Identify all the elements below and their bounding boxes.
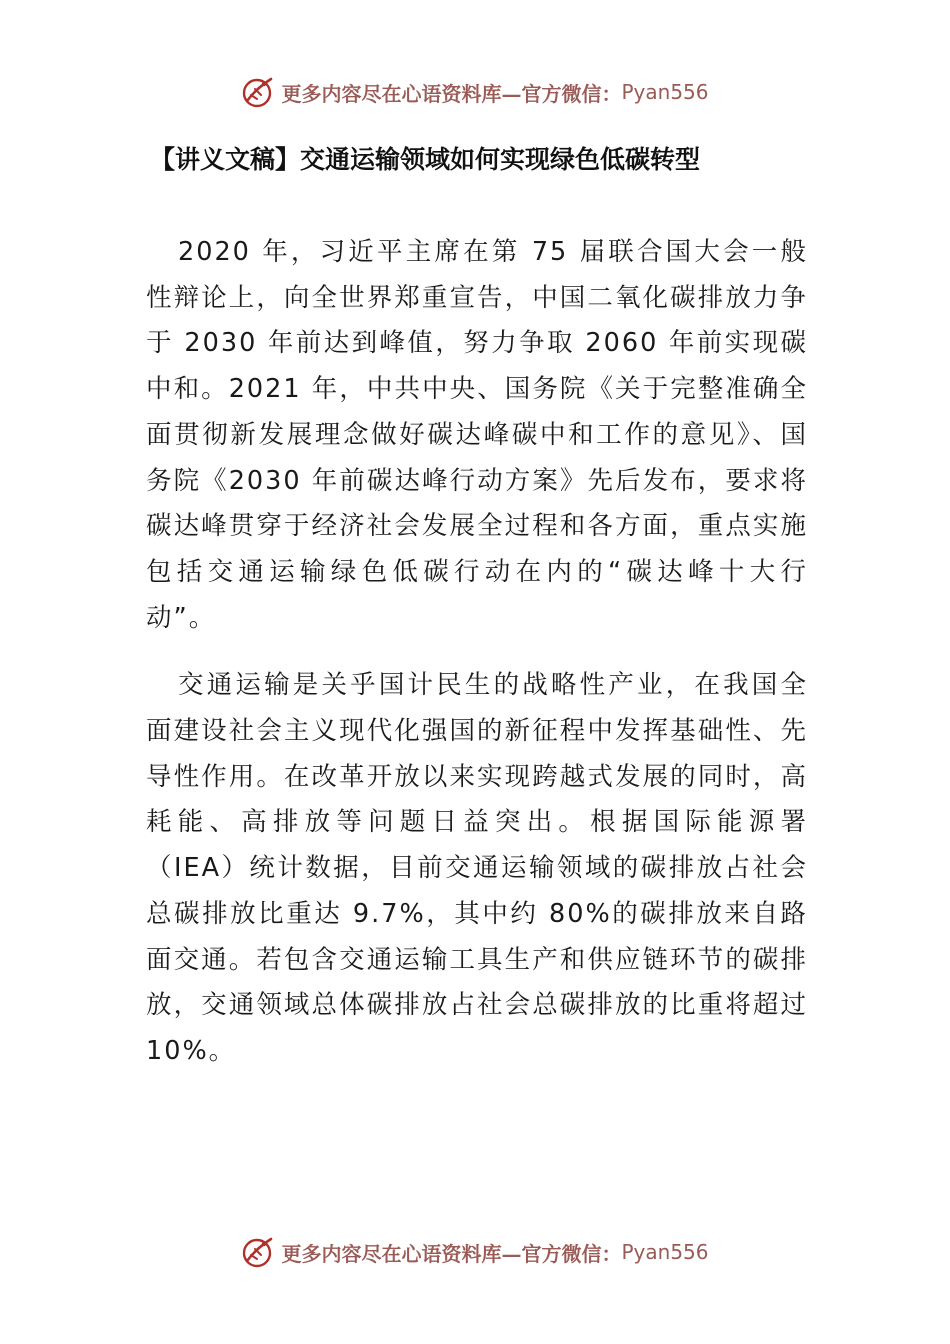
header-banner: [0, 72, 950, 112]
banner-text: 更多内容尽在心语资料库—官方微信：: [281, 1241, 622, 1266]
banner-text: 更多内容尽在心语资料库—官方微信：: [281, 81, 622, 106]
paragraph: 2020 年，习近平主席在第 75 届联合国大会一般性辩论上，向全世界郑重宣告，中国二氧化碳排放力争于 2030 年前达到峰值，努力争取 2060 年前实现碳中和。2021 年，中共中央、国务院《关于完整准确全面贯彻新发展理念做好碳达峰碳中和工作的意见》、国务院《2030 年前碳达峰行动方案》先后发布，要求将碳达峰贯穿于经济社会发展全过程和各方面，重点实施包括交通运输绿色低碳行动在内的“碳达峰十大行动”。: [146, 237, 808, 633]
banner-account: Pyan556: [621, 1240, 709, 1264]
footer-banner: [0, 1232, 950, 1272]
document-title: 【讲义文稿】交通运输领域如何实现绿色低碳转型: [150, 145, 701, 174]
brand-logo-icon: [241, 75, 275, 109]
paragraph: 交通运输是关乎国计民生的战略性产业，在我国全面建设社会主义现代化强国的新征程中发挥基础性、先导性作用。在改革开放以来实现跨越式发展的同时，高耗能、高排放等问题日益突出。根据国际能源署（IEA）统计数据，目前交通运输领域的碳排放占社会总碳排放比重达 9.7%，其中约 80%的碳排放来自路面交通。若包含交通运输工具生产和供应链环节的碳排放，交通领域总体碳排放占社会总碳排放的比重将超过 10%。: [146, 670, 808, 1066]
document-body: [146, 230, 808, 1097]
brand-logo-icon: [241, 1235, 275, 1269]
banner-account: Pyan556: [621, 80, 709, 104]
